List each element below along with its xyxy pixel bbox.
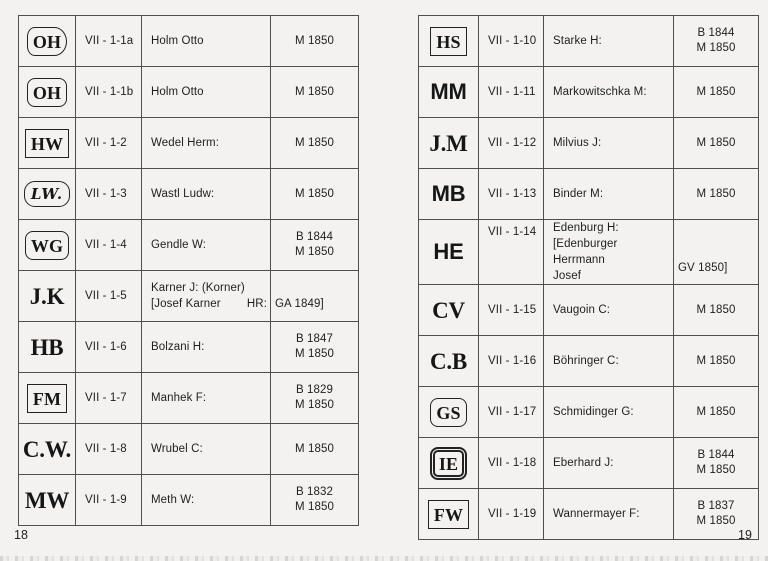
- table-row: [419, 336, 759, 387]
- maker-name-cell: [544, 118, 674, 169]
- date-mark: B 1847: [295, 333, 334, 345]
- mark-cell: [419, 438, 479, 489]
- date-mark: GV 1850]: [678, 262, 728, 274]
- maker-mark: OH: [27, 78, 67, 107]
- table-row: [419, 67, 759, 118]
- maker-name-text: Josef: [553, 270, 581, 282]
- mark-cell: [19, 118, 76, 169]
- maker-name-text: Milvius J:: [553, 137, 602, 149]
- maker-mark: C.B: [429, 348, 468, 374]
- reference-number: VII - 1-14: [479, 220, 544, 285]
- reference-number: VII - 1-8: [76, 424, 142, 475]
- mark-cell: [419, 16, 479, 67]
- date-marks-cell: [271, 220, 359, 271]
- table-row: [419, 169, 759, 220]
- page-number-left: 18: [14, 528, 28, 542]
- table-row: [419, 387, 759, 438]
- maker-name-cell: [544, 16, 674, 67]
- maker-mark: HE: [433, 239, 464, 264]
- date-mark: [678, 244, 756, 260]
- mark-cell: [419, 169, 479, 220]
- maker-name-text: [Edenburger Herrmann: [553, 238, 618, 266]
- table-row: [19, 424, 359, 475]
- date-marks-cell: [674, 438, 759, 489]
- maker-mark: CV: [432, 297, 465, 323]
- maker-name-cell: [142, 220, 271, 271]
- maker-name-cell: [544, 67, 674, 118]
- reference-number: VII - 1-2: [76, 118, 142, 169]
- maker-name-line: [553, 268, 671, 284]
- date-mark: M 1850: [295, 246, 334, 258]
- maker-name-cell: [142, 322, 271, 373]
- maker-name-cell: [142, 118, 271, 169]
- maker-mark: WG: [25, 231, 69, 260]
- reference-number: VII - 1-13: [479, 169, 544, 220]
- date-marks-cell: [271, 271, 359, 322]
- table-row: [19, 118, 359, 169]
- maker-name-text: Starke H:: [553, 35, 602, 47]
- date-mark: M 1850: [295, 442, 334, 455]
- date-mark: GA 1849]: [275, 298, 324, 310]
- maker-name-text: Holm Otto: [151, 86, 204, 98]
- mark-cell: [419, 387, 479, 438]
- maker-name-text: Bolzani H:: [151, 341, 205, 353]
- date-marks-cell: [271, 118, 359, 169]
- maker-name-line: [151, 441, 268, 457]
- scan-edge-artifact: [0, 556, 768, 561]
- maker-name-text: Meth W:: [151, 494, 195, 506]
- table-row: [419, 438, 759, 489]
- maker-name-cell: [142, 16, 271, 67]
- table-row: [419, 16, 759, 67]
- table-row: [419, 220, 759, 285]
- maker-name-text: Wedel Herm:: [151, 137, 219, 149]
- date-marks-cell: [674, 16, 759, 67]
- date-mark: B 1844: [295, 231, 334, 243]
- reference-number: VII - 1-15: [479, 285, 544, 336]
- maker-name-line: [553, 455, 671, 471]
- maker-name-text: Gendle W:: [151, 239, 207, 251]
- maker-name-cell: [142, 424, 271, 475]
- date-mark: [275, 280, 356, 296]
- date-mark: [678, 228, 756, 244]
- date-mark: M 1850: [295, 136, 334, 149]
- maker-name-text: Schmidinger G:: [553, 406, 634, 418]
- maker-mark: HS: [430, 27, 466, 56]
- table-row: [419, 118, 759, 169]
- maker-name-line: [151, 492, 268, 508]
- maker-name-text: Manhek F:: [151, 392, 207, 404]
- maker-mark: OH: [27, 27, 67, 56]
- maker-name-cell: [142, 169, 271, 220]
- maker-name-line: [553, 220, 671, 236]
- mark-cell: [419, 489, 479, 540]
- maker-name-line: [151, 390, 268, 406]
- date-marks-cell: [271, 424, 359, 475]
- date-mark: B 1844: [697, 449, 735, 461]
- mark-cell: [19, 322, 76, 373]
- table-row: [19, 67, 359, 118]
- maker-name-line: [151, 186, 268, 202]
- maker-mark: IE: [430, 447, 467, 480]
- date-mark: M 1850: [295, 187, 334, 200]
- date-mark: M 1850: [295, 34, 334, 47]
- mark-cell: [19, 424, 76, 475]
- date-mark: M 1850: [696, 303, 736, 316]
- maker-name-text: Holm Otto: [151, 35, 204, 47]
- maker-name-line: [553, 186, 671, 202]
- maker-name-line: [553, 302, 671, 318]
- maker-name-line: [553, 33, 671, 49]
- reference-number: VII - 1-7: [76, 373, 142, 424]
- maker-name-cell: [142, 475, 271, 526]
- date-mark: B 1832: [295, 486, 334, 498]
- reference-number: VII - 1-11: [479, 67, 544, 118]
- maker-name-cell: [544, 285, 674, 336]
- reference-number: VII - 1-16: [479, 336, 544, 387]
- table-row: [19, 16, 359, 67]
- maker-name-text: Binder M:: [553, 188, 604, 200]
- maker-mark: MW: [24, 487, 70, 513]
- date-marks-cell: [674, 336, 759, 387]
- maker-name-cell: [544, 387, 674, 438]
- date-mark: M 1850: [696, 354, 736, 367]
- date-mark: B 1844: [697, 27, 735, 39]
- date-marks-cell: [674, 169, 759, 220]
- registry-abbreviation: HR:: [246, 298, 267, 310]
- maker-name-text: Böhringer C:: [553, 355, 619, 367]
- maker-mark: J.M: [429, 130, 468, 156]
- date-marks-cell: [674, 220, 759, 285]
- mark-cell: [19, 16, 76, 67]
- date-mark: M 1850: [295, 348, 334, 360]
- maker-name-line: [151, 135, 268, 151]
- date-mark: M 1850: [696, 85, 736, 98]
- mark-cell: [419, 220, 479, 285]
- maker-mark: LW.: [24, 181, 70, 207]
- maker-mark: FM: [27, 384, 67, 413]
- reference-number: VII - 1-6: [76, 322, 142, 373]
- maker-name-text: Vaugoin C:: [553, 304, 611, 316]
- table-row: [419, 489, 759, 540]
- date-marks-cell: [674, 118, 759, 169]
- table-row: [19, 220, 359, 271]
- reference-number: VII - 1-9: [76, 475, 142, 526]
- page-number-right: 19: [738, 528, 752, 542]
- reference-number: VII - 1-3: [76, 169, 142, 220]
- maker-name-text: Wannermayer F:: [553, 508, 640, 520]
- table-row: [19, 475, 359, 526]
- maker-name-cell: [544, 336, 674, 387]
- maker-name-text: Wrubel C:: [151, 443, 203, 455]
- maker-name-line: [553, 353, 671, 369]
- reference-number: VII - 1-4: [76, 220, 142, 271]
- maker-mark: C.W.: [22, 436, 72, 462]
- mark-cell: [19, 475, 76, 526]
- reference-number: VII - 1-1a: [76, 16, 142, 67]
- mark-cell: [19, 373, 76, 424]
- maker-name-line: [151, 339, 268, 355]
- maker-name-line: [151, 280, 268, 296]
- date-marks-cell: [271, 322, 359, 373]
- maker-mark: MM: [430, 79, 467, 104]
- reference-number: VII - 1-18: [479, 438, 544, 489]
- reference-number: VII - 1-17: [479, 387, 544, 438]
- maker-mark: HW: [25, 129, 69, 158]
- date-mark: M 1850: [696, 42, 736, 54]
- mark-cell: [19, 220, 76, 271]
- date-mark: M 1850: [696, 187, 736, 200]
- reference-number: VII - 1-10: [479, 16, 544, 67]
- maker-name-line: [553, 506, 671, 522]
- maker-name-line: [553, 135, 671, 151]
- date-marks-cell: [271, 373, 359, 424]
- date-mark: M 1850: [696, 515, 736, 527]
- maker-name-text: Karner J: (Korner): [151, 282, 245, 294]
- table-row: [19, 271, 359, 322]
- maker-name-line: [151, 296, 268, 312]
- reference-number: VII - 1-12: [479, 118, 544, 169]
- mark-cell: [19, 271, 76, 322]
- maker-mark: GS: [430, 398, 466, 427]
- reference-number: VII - 1-19: [479, 489, 544, 540]
- maker-name-text: Eberhard J:: [553, 457, 614, 469]
- maker-name-cell: [544, 169, 674, 220]
- maker-name-cell: [544, 438, 674, 489]
- marks-table-right: [418, 15, 759, 540]
- date-marks-cell: [674, 387, 759, 438]
- maker-name-line: [151, 84, 268, 100]
- maker-name-text: Markowitschka M:: [553, 86, 647, 98]
- maker-name-cell: [544, 489, 674, 540]
- maker-name-cell: [544, 220, 674, 285]
- date-mark: M 1850: [295, 399, 334, 411]
- maker-name-line: [553, 404, 671, 420]
- mark-cell: [419, 67, 479, 118]
- table-row: [19, 373, 359, 424]
- maker-name-line: [553, 84, 671, 100]
- maker-name-text: Edenburg H:: [553, 222, 619, 234]
- mark-cell: [19, 67, 76, 118]
- date-marks-cell: [271, 67, 359, 118]
- maker-name-line: [553, 236, 671, 268]
- date-marks-cell: [271, 169, 359, 220]
- date-mark: M 1850: [696, 464, 736, 476]
- maker-name-text: [Josef Karner: [151, 298, 221, 310]
- date-mark: B 1837: [697, 500, 735, 512]
- table-row: [19, 169, 359, 220]
- mark-cell: [19, 169, 76, 220]
- maker-name-cell: [142, 67, 271, 118]
- date-mark: M 1850: [696, 136, 736, 149]
- maker-mark: MB: [431, 181, 466, 206]
- mark-cell: [419, 285, 479, 336]
- reference-number: VII - 1-1b: [76, 67, 142, 118]
- maker-name-text: Wastl Ludw:: [151, 188, 215, 200]
- table-row: [19, 322, 359, 373]
- date-mark: M 1850: [295, 85, 334, 98]
- date-marks-cell: [271, 475, 359, 526]
- mark-cell: [419, 118, 479, 169]
- date-marks-cell: [674, 67, 759, 118]
- table-row: [419, 285, 759, 336]
- maker-name-cell: [142, 271, 271, 322]
- date-mark: M 1850: [295, 501, 334, 513]
- date-mark: B 1829: [295, 384, 334, 396]
- date-mark: M 1850: [696, 405, 736, 418]
- date-marks-cell: [271, 16, 359, 67]
- maker-mark: J.K: [29, 283, 65, 309]
- maker-name-line: [151, 237, 268, 253]
- maker-mark: HB: [30, 334, 64, 360]
- marks-table-left: [18, 15, 359, 526]
- maker-name-line: [151, 33, 268, 49]
- maker-name-cell: [142, 373, 271, 424]
- maker-mark: FW: [428, 500, 469, 529]
- date-marks-cell: [674, 285, 759, 336]
- mark-cell: [419, 336, 479, 387]
- reference-number: VII - 1-5: [76, 271, 142, 322]
